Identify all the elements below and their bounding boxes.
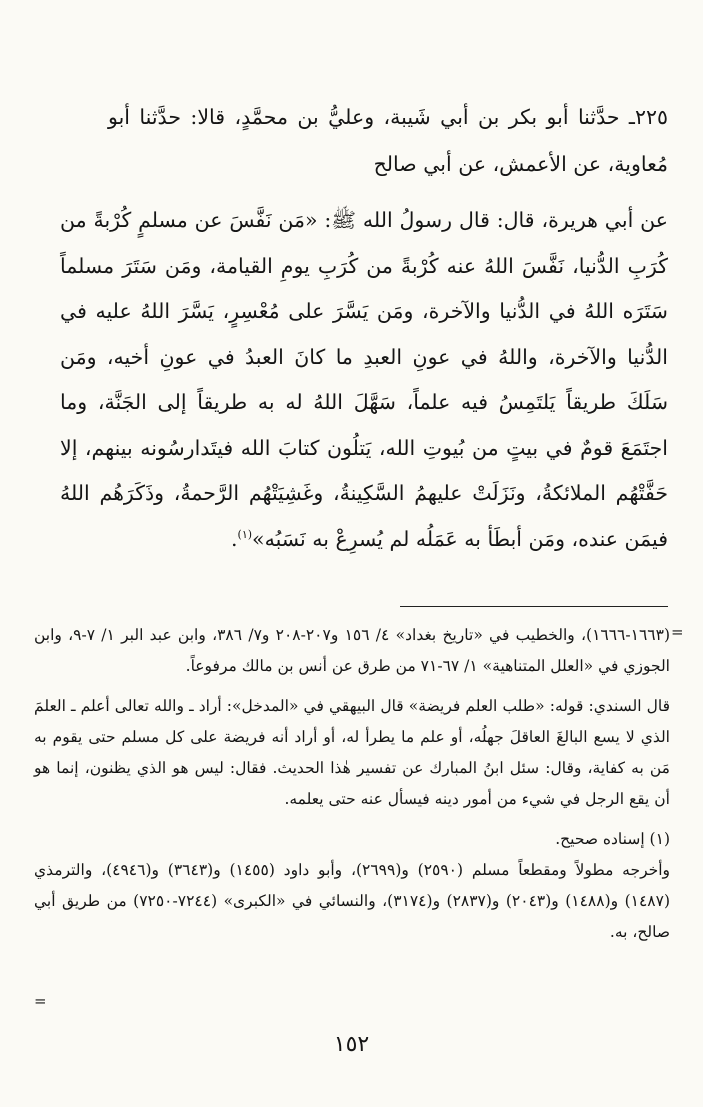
hadith-isnad-text: ٢٢٥ـ حدَّثنا أبو بكر بن أبي شَيبة، وعليُّ بن محمَّدٍ، قالا: حدَّثنا أبو مُعاوية، عن الأعمش، عن أبي صالح [108, 105, 668, 176]
matn-end-period: . [230, 526, 238, 551]
footnote-1-grading: (١) إسناده صحيح. [555, 830, 670, 848]
footnote-continues-next-mark: = [34, 992, 47, 1010]
footnote-sindi-commentary: قال السندي: قوله: «طلب العلم فريضة» قال البيهقي في «المدخل»: أراد ـ والله تعالى أعلم ـ العلمَ الذي لا يسع البالغَ العاقلَ جهلُه، أو علم ما يطرأ له، أو أراد أنه فريضة على كل مسلم حتى يقوم به مَن به كفاية، وقال: سئل ابنُ المبارك عن تفسير هٰذا الحديث. فقال: ليس هو الذي يظنون، إنما هو أن يقع الرجل في شيء من أمور دينه فيسأل عنه حتى يعلمه. [34, 697, 670, 808]
footnote-1-takhrij: وأخرجه مطولاً ومقطعاً مسلم (٢٥٩٠) و(٢٦٩٩)، وأبو داود (١٤٥٥) و(٣٦٤٣) و(٤٩٤٦)، والترمذي (١٤٨٧) و(١٤٨٨) و(٢٠٤٣) و(٢٨٣٧) و(٣١٧٤)، والنسائي في «الكبرى» (٧٢٤٤-٧٢٥٠) من طريق أبي صالح، به. [34, 861, 671, 941]
footnote-continuation-text: (١٦٦٣-١٦٦٦)، والخطيب في «تاريخ بغداد» ٤/ ١٥٦ و٢٠٧-٢٠٨ و٧/ ٣٨٦، وابن عبد البر ١/ ٧-٩، وابن الجوزي في «العلل المتناهية» ١/ ٦٧-٧١ من طرق عن أنس بن مالك مرفوعاً. [34, 626, 671, 675]
footnote-continued-from-prev-mark: = [671, 623, 684, 641]
hadith-matn-text: عن أبي هريرة، قال: قال رسولُ الله ﷺ: «مَن نَفَّسَ عن مسلمٍ كُرْبةً من كُرَبِ الدُّنيا، نَفَّسَ اللهُ عنه كُرْبةً من كُرَبِ يومِ القيامة، ومَن سَتَرَ مسلماً سَتَرَه اللهُ في الدُّنيا والآخرة، ومَن يَسَّرَ على مُعْسِرٍ، يَسَّرَ اللهُ عليه في الدُّنيا والآخرة، واللهُ في عونِ العبدِ ما كانَ العبدُ في عونِ أخيه، ومَن سَلَكَ طريقاً يَلتَمِسُ فيه علماً، سَهَّلَ اللهُ له به طريقاً إلى الجَنَّة، وما اجتَمَعَ قومٌ في بيتٍ من بُيوتِ الله، يَتلُون كتابَ الله فيتَدارسُونه بينهم، إلا حَفَّتْهُم الملائكةُ، ونَزَلَتْ عليهمُ السَّكِينةُ، وغَشِيَتْهُم الرَّحمةُ، وذَكَرَهُم اللهُ فيمَن عنده، ومَن أبطَأ به عَمَلُه لم يُسرِعْ به نَسَبُه» [60, 208, 668, 551]
footnote-reference[interactable]: (١) [237, 527, 253, 541]
hadith-matn [60, 198, 668, 562]
footnotes-section [34, 620, 670, 948]
hadith-matn-paragraph [60, 198, 668, 562]
footnote-separator [400, 606, 668, 607]
page-number: ١٥٢ [333, 1032, 370, 1057]
hadith-isnad [108, 94, 668, 188]
